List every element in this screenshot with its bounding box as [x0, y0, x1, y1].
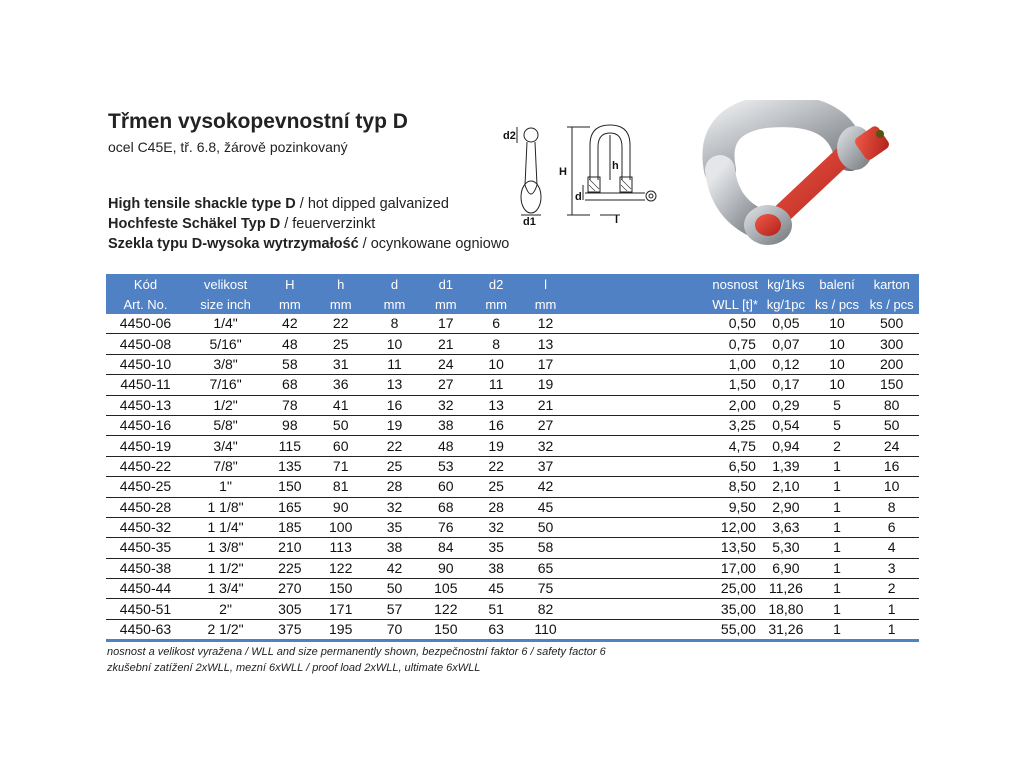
cell-karton: 6: [864, 517, 919, 537]
cell-velikost: 1 3/8": [185, 538, 266, 558]
cell-velikost: 1 1/4": [185, 517, 266, 537]
footnote-wll: nosnost a velikost vyražena / WLL and size permanently shown, bezpečnostní faktor 6 / safety factor 6: [107, 646, 606, 658]
description-polish-bold: Szekla typu D-wysoka wytrzymałość: [108, 236, 359, 252]
cell-velikost: 5/16": [185, 334, 266, 354]
cell-d1: 38: [421, 415, 470, 435]
cell-d2: 38: [471, 558, 522, 578]
cell-d2: 25: [471, 477, 522, 497]
header-l: l: [522, 274, 569, 294]
cell-velikost: 1/4": [185, 314, 266, 334]
cell-kod: 4450-06: [106, 314, 185, 334]
cell-d: 50: [368, 579, 421, 599]
cell-d2: 32: [471, 517, 522, 537]
cell-nosnost: 55,00: [569, 619, 762, 640]
cell-velikost: 2 1/2": [185, 619, 266, 640]
cell-h: 122: [314, 558, 368, 578]
cell-h: 81: [314, 477, 368, 497]
table-row: [106, 538, 919, 558]
cell-baleni: 1: [810, 538, 865, 558]
cell-baleni: 1: [810, 456, 865, 476]
cell-baleni: 10: [810, 334, 865, 354]
cell-baleni: 10: [810, 354, 865, 374]
header-size-inch: size inch: [185, 294, 266, 314]
cell-kod: 4450-11: [106, 375, 185, 395]
cell-baleni: 10: [810, 375, 865, 395]
cell-velikost: 7/16": [185, 375, 266, 395]
header-unit-h: mm: [314, 294, 368, 314]
cell-d: 19: [368, 415, 421, 435]
header-unit-d2: mm: [471, 294, 522, 314]
table-row: [106, 354, 919, 374]
cell-H: 185: [266, 517, 313, 537]
label-h: h: [612, 160, 619, 172]
cell-d2: 19: [471, 436, 522, 456]
cell-nosnost: 1,00: [569, 354, 762, 374]
shackle-dimension-diagram: [495, 115, 670, 230]
header-velikost: velikost: [185, 274, 266, 294]
cell-l: 21: [522, 395, 569, 415]
cell-karton: 300: [864, 334, 919, 354]
cell-baleni: 1: [810, 517, 865, 537]
header-wll: WLL [t]*: [569, 294, 762, 314]
cell-d1: 76: [421, 517, 470, 537]
table-row: [106, 334, 919, 354]
cell-d: 11: [368, 354, 421, 374]
label-d1: d1: [523, 216, 536, 228]
cell-d2: 11: [471, 375, 522, 395]
cell-nosnost: 13,50: [569, 538, 762, 558]
label-d2: d2: [503, 130, 516, 142]
cell-nosnost: 6,50: [569, 456, 762, 476]
cell-l: 58: [522, 538, 569, 558]
cell-d: 28: [368, 477, 421, 497]
cell-velikost: 2": [185, 599, 266, 619]
table-row: [106, 477, 919, 497]
cell-h: 171: [314, 599, 368, 619]
cell-velikost: 3/8": [185, 354, 266, 374]
cell-karton: 10: [864, 477, 919, 497]
cell-karton: 2: [864, 579, 919, 599]
cell-velikost: 3/4": [185, 436, 266, 456]
cell-d1: 84: [421, 538, 470, 558]
cell-l: 19: [522, 375, 569, 395]
product-subtitle: ocel C45E, tř. 6.8, žárově pozinkovaný: [108, 139, 348, 155]
cell-d: 57: [368, 599, 421, 619]
cell-d1: 17: [421, 314, 470, 334]
shackle-photo: [690, 100, 910, 250]
cell-nosnost: 2,00: [569, 395, 762, 415]
header-d1: d1: [421, 274, 470, 294]
cell-l: 82: [522, 599, 569, 619]
cell-l: 45: [522, 497, 569, 517]
cell-nosnost: 0,75: [569, 334, 762, 354]
cell-H: 225: [266, 558, 313, 578]
cell-H: 58: [266, 354, 313, 374]
cell-d: 32: [368, 497, 421, 517]
cell-kg: 0,54: [762, 415, 810, 435]
cell-d: 10: [368, 334, 421, 354]
header-d: d: [368, 274, 421, 294]
cell-H: 115: [266, 436, 313, 456]
cell-d1: 21: [421, 334, 470, 354]
cell-H: 42: [266, 314, 313, 334]
cell-l: 27: [522, 415, 569, 435]
cell-l: 110: [522, 619, 569, 640]
cell-l: 42: [522, 477, 569, 497]
product-title: Třmen vysokopevnostní typ D: [108, 110, 408, 133]
cell-baleni: 1: [810, 558, 865, 578]
table-row: [106, 415, 919, 435]
table-header-row-units: [106, 294, 919, 314]
cell-karton: 4: [864, 538, 919, 558]
cell-kg: 11,26: [762, 579, 810, 599]
cell-h: 25: [314, 334, 368, 354]
cell-h: 113: [314, 538, 368, 558]
header-nosnost: nosnost: [569, 274, 762, 294]
specification-table: [106, 274, 919, 642]
header-unit-d: mm: [368, 294, 421, 314]
cell-karton: 80: [864, 395, 919, 415]
cell-h: 71: [314, 456, 368, 476]
header-art-no: Art. No.: [106, 294, 185, 314]
cell-nosnost: 17,00: [569, 558, 762, 578]
table-row: [106, 395, 919, 415]
cell-h: 90: [314, 497, 368, 517]
cell-kg: 0,94: [762, 436, 810, 456]
cell-baleni: 1: [810, 497, 865, 517]
cell-d1: 53: [421, 456, 470, 476]
cell-velikost: 5/8": [185, 415, 266, 435]
header-baleni: balení: [810, 274, 865, 294]
header-H: H: [266, 274, 313, 294]
cell-d2: 13: [471, 395, 522, 415]
cell-d1: 105: [421, 579, 470, 599]
cell-h: 50: [314, 415, 368, 435]
cell-kod: 4450-22: [106, 456, 185, 476]
cell-d2: 10: [471, 354, 522, 374]
cell-karton: 8: [864, 497, 919, 517]
cell-kg: 31,26: [762, 619, 810, 640]
description-english-rest: / hot dipped galvanized: [295, 196, 449, 212]
cell-kod: 4450-38: [106, 558, 185, 578]
cell-l: 50: [522, 517, 569, 537]
cell-h: 195: [314, 619, 368, 640]
cell-nosnost: 12,00: [569, 517, 762, 537]
cell-baleni: 2: [810, 436, 865, 456]
cell-l: 32: [522, 436, 569, 456]
cell-nosnost: 4,75: [569, 436, 762, 456]
cell-baleni: 5: [810, 415, 865, 435]
cell-kg: 0,07: [762, 334, 810, 354]
cell-d2: 6: [471, 314, 522, 334]
description-polish-rest: / ocynkowane ogniowo: [358, 236, 510, 252]
description-german-bold: Hochfeste Schäkel Typ D: [108, 216, 281, 232]
cell-karton: 1: [864, 599, 919, 619]
cell-l: 75: [522, 579, 569, 599]
cell-d: 22: [368, 436, 421, 456]
cell-kg: 0,12: [762, 354, 810, 374]
cell-d: 38: [368, 538, 421, 558]
cell-h: 150: [314, 579, 368, 599]
cell-kg: 5,30: [762, 538, 810, 558]
cell-kg: 2,90: [762, 497, 810, 517]
cell-l: 65: [522, 558, 569, 578]
cell-kod: 4450-19: [106, 436, 185, 456]
cell-karton: 200: [864, 354, 919, 374]
cell-d: 13: [368, 375, 421, 395]
cell-d: 16: [368, 395, 421, 415]
cell-kod: 4450-51: [106, 599, 185, 619]
cell-H: 78: [266, 395, 313, 415]
header-kg: kg/1ks: [762, 274, 810, 294]
cell-kod: 4450-63: [106, 619, 185, 640]
cell-kg: 0,05: [762, 314, 810, 334]
cell-baleni: 1: [810, 599, 865, 619]
cell-l: 17: [522, 354, 569, 374]
table-row: [106, 375, 919, 395]
cell-d1: 32: [421, 395, 470, 415]
cell-H: 165: [266, 497, 313, 517]
cell-d2: 22: [471, 456, 522, 476]
table-row: [106, 558, 919, 578]
header-pcs-pack: ks / pcs: [810, 294, 865, 314]
table-row: [106, 579, 919, 599]
cell-d: 70: [368, 619, 421, 640]
description-german-rest: / feuerverzinkt: [280, 216, 376, 232]
cell-h: 22: [314, 314, 368, 334]
table-row: [106, 497, 919, 517]
cell-d2: 35: [471, 538, 522, 558]
table-header-row-labels: [106, 274, 919, 294]
header-kg-pc: kg/1pc: [762, 294, 810, 314]
cell-kg: 0,29: [762, 395, 810, 415]
cell-kg: 3,63: [762, 517, 810, 537]
cell-nosnost: 1,50: [569, 375, 762, 395]
description-polish: [108, 236, 509, 252]
label-H: H: [559, 166, 567, 178]
cell-h: 36: [314, 375, 368, 395]
cell-baleni: 1: [810, 579, 865, 599]
cell-karton: 24: [864, 436, 919, 456]
cell-karton: 16: [864, 456, 919, 476]
cell-baleni: 1: [810, 477, 865, 497]
cell-kg: 0,17: [762, 375, 810, 395]
cell-l: 13: [522, 334, 569, 354]
cell-nosnost: 8,50: [569, 477, 762, 497]
cell-kod: 4450-08: [106, 334, 185, 354]
cell-H: 375: [266, 619, 313, 640]
cell-baleni: 1: [810, 619, 865, 640]
cell-kod: 4450-32: [106, 517, 185, 537]
cell-kod: 4450-16: [106, 415, 185, 435]
cell-d2: 45: [471, 579, 522, 599]
cell-velikost: 1": [185, 477, 266, 497]
cell-karton: 3: [864, 558, 919, 578]
header-pcs-carton: ks / pcs: [864, 294, 919, 314]
cell-h: 100: [314, 517, 368, 537]
description-english-bold: High tensile shackle type D: [108, 196, 296, 212]
cell-H: 135: [266, 456, 313, 476]
cell-velikost: 1/2": [185, 395, 266, 415]
cell-H: 48: [266, 334, 313, 354]
label-d: d: [575, 191, 582, 203]
cell-kod: 4450-13: [106, 395, 185, 415]
cell-kod: 4450-25: [106, 477, 185, 497]
cell-d1: 68: [421, 497, 470, 517]
cell-kod: 4450-10: [106, 354, 185, 374]
cell-nosnost: 25,00: [569, 579, 762, 599]
table-row: [106, 314, 919, 334]
table-row: [106, 619, 919, 640]
cell-karton: 500: [864, 314, 919, 334]
table-row: [106, 599, 919, 619]
cell-d2: 28: [471, 497, 522, 517]
cell-H: 305: [266, 599, 313, 619]
header-h: h: [314, 274, 368, 294]
header-karton: karton: [864, 274, 919, 294]
cell-velikost: 1 3/4": [185, 579, 266, 599]
cell-baleni: 5: [810, 395, 865, 415]
table-row: [106, 456, 919, 476]
table-row: [106, 517, 919, 537]
cell-H: 150: [266, 477, 313, 497]
cell-H: 270: [266, 579, 313, 599]
cell-nosnost: 9,50: [569, 497, 762, 517]
cell-l: 12: [522, 314, 569, 334]
cell-d: 8: [368, 314, 421, 334]
description-english: [108, 196, 449, 212]
cell-kg: 18,80: [762, 599, 810, 619]
header-unit-l: mm: [522, 294, 569, 314]
cell-H: 210: [266, 538, 313, 558]
header-d2: d2: [471, 274, 522, 294]
cell-kod: 4450-35: [106, 538, 185, 558]
cell-l: 37: [522, 456, 569, 476]
cell-velikost: 7/8": [185, 456, 266, 476]
cell-h: 31: [314, 354, 368, 374]
cell-d1: 24: [421, 354, 470, 374]
cell-d: 25: [368, 456, 421, 476]
cell-h: 41: [314, 395, 368, 415]
cell-d2: 16: [471, 415, 522, 435]
cell-velikost: 1 1/8": [185, 497, 266, 517]
cell-d1: 122: [421, 599, 470, 619]
cell-H: 68: [266, 375, 313, 395]
cell-kod: 4450-28: [106, 497, 185, 517]
cell-d1: 150: [421, 619, 470, 640]
cell-nosnost: 3,25: [569, 415, 762, 435]
header-unit-H: mm: [266, 294, 313, 314]
cell-karton: 150: [864, 375, 919, 395]
cell-d: 42: [368, 558, 421, 578]
cell-d: 35: [368, 517, 421, 537]
table-row: [106, 436, 919, 456]
cell-kg: 2,10: [762, 477, 810, 497]
cell-nosnost: 0,50: [569, 314, 762, 334]
cell-d1: 27: [421, 375, 470, 395]
label-l: l: [615, 214, 619, 226]
cell-baleni: 10: [810, 314, 865, 334]
header-kod: Kód: [106, 274, 185, 294]
cell-kg: 1,39: [762, 456, 810, 476]
cell-d1: 60: [421, 477, 470, 497]
cell-nosnost: 35,00: [569, 599, 762, 619]
cell-karton: 50: [864, 415, 919, 435]
header-unit-d1: mm: [421, 294, 470, 314]
cell-kg: 6,90: [762, 558, 810, 578]
cell-H: 98: [266, 415, 313, 435]
cell-d2: 63: [471, 619, 522, 640]
description-german: [108, 216, 375, 232]
cell-karton: 1: [864, 619, 919, 640]
cell-d1: 90: [421, 558, 470, 578]
cell-velikost: 1 1/2": [185, 558, 266, 578]
cell-d2: 8: [471, 334, 522, 354]
cell-h: 60: [314, 436, 368, 456]
footnote-proof-load: zkušební zatížení 2xWLL, mezní 6xWLL / proof load 2xWLL, ultimate 6xWLL: [107, 662, 481, 674]
cell-kod: 4450-44: [106, 579, 185, 599]
cell-d1: 48: [421, 436, 470, 456]
cell-d2: 51: [471, 599, 522, 619]
